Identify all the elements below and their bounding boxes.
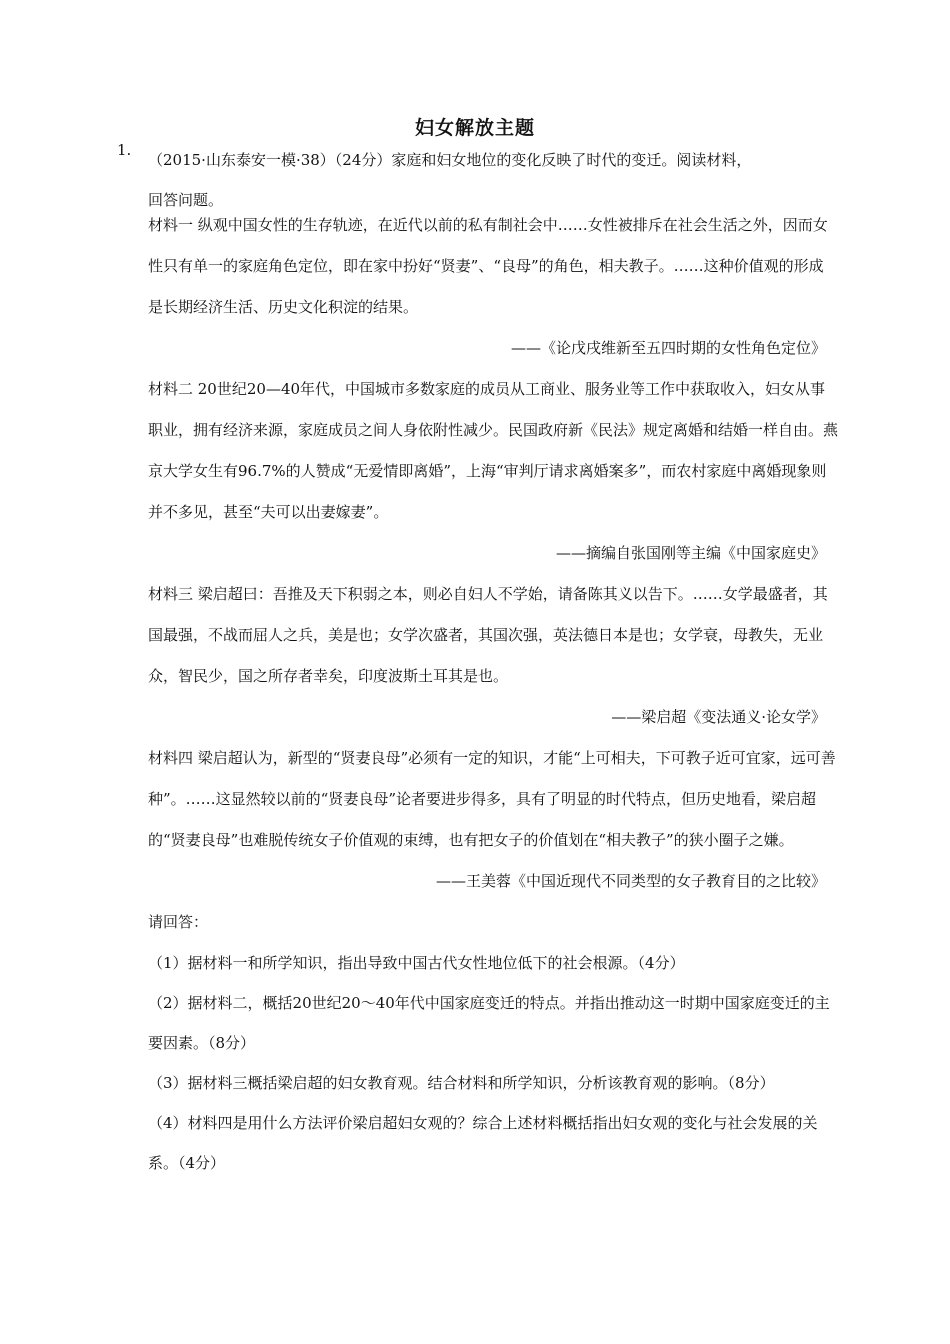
material-3-source: ——梁启超《变法通义·论女学》 <box>611 708 826 726</box>
sub-question-3: （3）据材料三概括梁启超的妇女教育观。结合材料和所学知识，分析该教育观的影响。（8分） <box>148 1074 775 1092</box>
intro-line-1: （2015·山东泰安一模·38）（24分）家庭和妇女地位的变化反映了时代的变迁。阅读材料， <box>148 151 752 169</box>
material-3-text: 材料三 梁启超曰：吾推及天下积弱之本，则必自妇人不学始，请备陈其义以告下。……女学最盛者，其国最强，不战而屈人之兵，美是也；女学次盛者，其国次强，英法德日本是也；女学衰，母教失，无业众，智民少，国之所存者幸矣，印度波斯土耳其是也。 <box>148 585 828 685</box>
material-4-source: ——王美蓉《中国近现代不同类型的女子教育目的之比较》 <box>435 872 826 890</box>
sub-question-2: （2）据材料二，概括20世纪20～40年代中国家庭变迁的特点。并指出推动这一时期中国家庭变迁的主要因素。（8分） <box>148 994 830 1052</box>
sub-question-1: （1）据材料一和所学知识，指出导致中国古代女性地位低下的社会根源。（4分） <box>148 954 685 972</box>
question-number: 1. <box>117 141 132 159</box>
answer-prompt: 请回答： <box>148 913 209 931</box>
material-1-source: ——《论戊戌维新至五四时期的女性角色定位》 <box>510 339 826 357</box>
sub-question-4: （4）材料四是用什么方法评价梁启超妇女观的？综合上述材料概括指出妇女观的变化与社会发展的关系。（4分） <box>148 1114 818 1172</box>
document-title: 妇女解放主题 <box>414 117 535 139</box>
question-body <box>148 205 838 1183</box>
material-2-source: ——摘编自张国刚等主编《中国家庭史》 <box>555 544 826 562</box>
material-4-text: 材料四 梁启超认为，新型的“贤妻良母”必须有一定的知识，才能“上可相夫，下可教子近可宜家，远可善种”。……这显然较以前的“贤妻良母”论者要进步得多，具有了明显的时代特点，但历史地看，梁启超的“贤妻良母”也难脱传统女子价值观的束缚，也有把女子的价值划在“相夫教子”的狭小圈子之嫌。 <box>148 749 836 849</box>
material-2-text: 材料二 20世纪20—40年代，中国城市多数家庭的成员从工商业、服务业等工作中获取收入，妇女从事职业，拥有经济来源，家庭成员之间人身依附性减少。民国政府新《民法》规定离婚和结婚一样自由。燕京大学女生有96.7%的人赞成“无爱情即离婚”，上海“审判厅请求离婚案多”，而农村家庭中离婚现象则并不多见，甚至“夫可以出妻嫁妻”。 <box>148 380 839 521</box>
material-1-text: 材料一 纵观中国女性的生存轨迹，在近代以前的私有制社会中……女性被排斥在社会生活之外，因而女性只有单一的家庭角色定位，即在家中扮好“贤妻”、“良母”的角色，相夫教子。……这种价值观的形成是长期经济生活、历史文化积淀的结果。 <box>148 216 828 316</box>
intro-line-2: 回答问题。 <box>148 191 224 209</box>
